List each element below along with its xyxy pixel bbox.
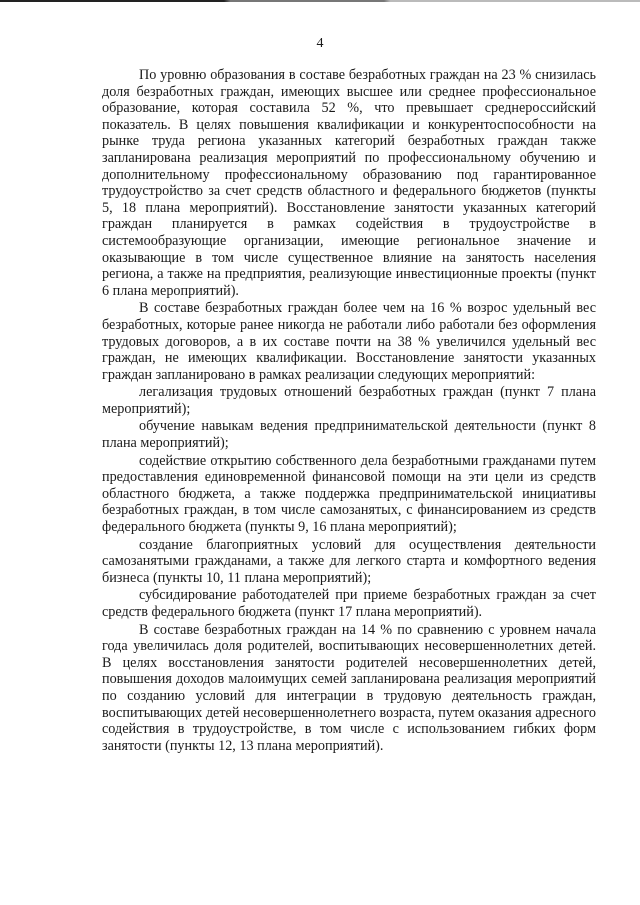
page-number: 4 — [316, 36, 324, 51]
paragraph-never-worked: В составе безработных граждан более чем на 16 % возрос удельный вес безработных, которые ранее никогда не работали либо работали без оформления трудовых договоров, а в их составе почти на 38 % увеличился удельный вес граждан, не имеющих квалификации. Восстановление занятости указанных граждан запланировано в рамках реализации следующих мероприятий: — [102, 300, 596, 383]
list-item-legalization: легализация трудовых отношений безработных граждан (пункт 7 плана мероприятий); — [102, 384, 596, 417]
document-body — [102, 67, 596, 754]
list-item-subsidies: субсидирование работодателей при приеме безработных граждан за счет средств федерального бюджета (пункт 17 плана мероприятий). — [102, 587, 596, 620]
list-item-training: обучение навыкам ведения предпринимательской деятельности (пункт 8 плана мероприятий); — [102, 418, 596, 452]
paragraph-parents: В составе безработных граждан на 14 % по сравнению с уровнем начала года увеличилась доля родителей, воспитывающих несовершеннолетних детей. В целях восстановления занятости родителей несовершеннолетних детей, повышения доходов малоимущих семей запланирована реализация мероприятий по созданию условий для интеграции в трудовую деятельность граждан, воспитывающих детей несовершеннолетнего возраста, путем оказания адресного содействия в трудоустройстве, в том числе с использованием гибких форм занятости (пункты 12, 13 плана мероприятий). — [102, 621, 596, 754]
list-item-own-business: содействие открытию собственного дела безработными гражданами путем предоставления единовременной финансовой помощи на эти цели из средств областного бюджета, а также поддержка предпринимательской инициативы безработных граждан, в том числе самозанятых, с финансированием из средств федерального бюджета (пункты 9, 16 плана мероприятий); — [102, 452, 596, 536]
list-item-self-employed: создание благоприятных условий для осуществления деятельности самозанятыми гражданами, а также для легкого старта и комфортного ведения бизнеса (пункты 10, 11 плана мероприятий); — [102, 536, 596, 586]
top-edge-rule — [0, 0, 640, 2]
paragraph-education: По уровню образования в составе безработных граждан на 23 % снизилась доля безработных граждан, имеющих высшее или среднее профессиональное образование, которая составила 52 %, что превышает среднероссийский показатель. В целях повышения квалификации и конкурентоспособности на рынке труда региона указанных категорий безработных граждан также запланирована реализация мероприятий по профессиональному обучению и дополнительному профессиональному образованию под гарантированное трудоустройство за счет средств областного и федерального бюджетов (пункты 5, 18 плана мероприятий). Восстановление занятости указанных категорий граждан планируется в рамках содействия в трудоустройстве в системообразующие организации, имеющие региональное значение и оказывающие в том числе существенное влияние на занятость населения региона, а также на предприятия, реализующие инвестиционные проекты (пункт 6 плана мероприятий). — [102, 67, 596, 299]
